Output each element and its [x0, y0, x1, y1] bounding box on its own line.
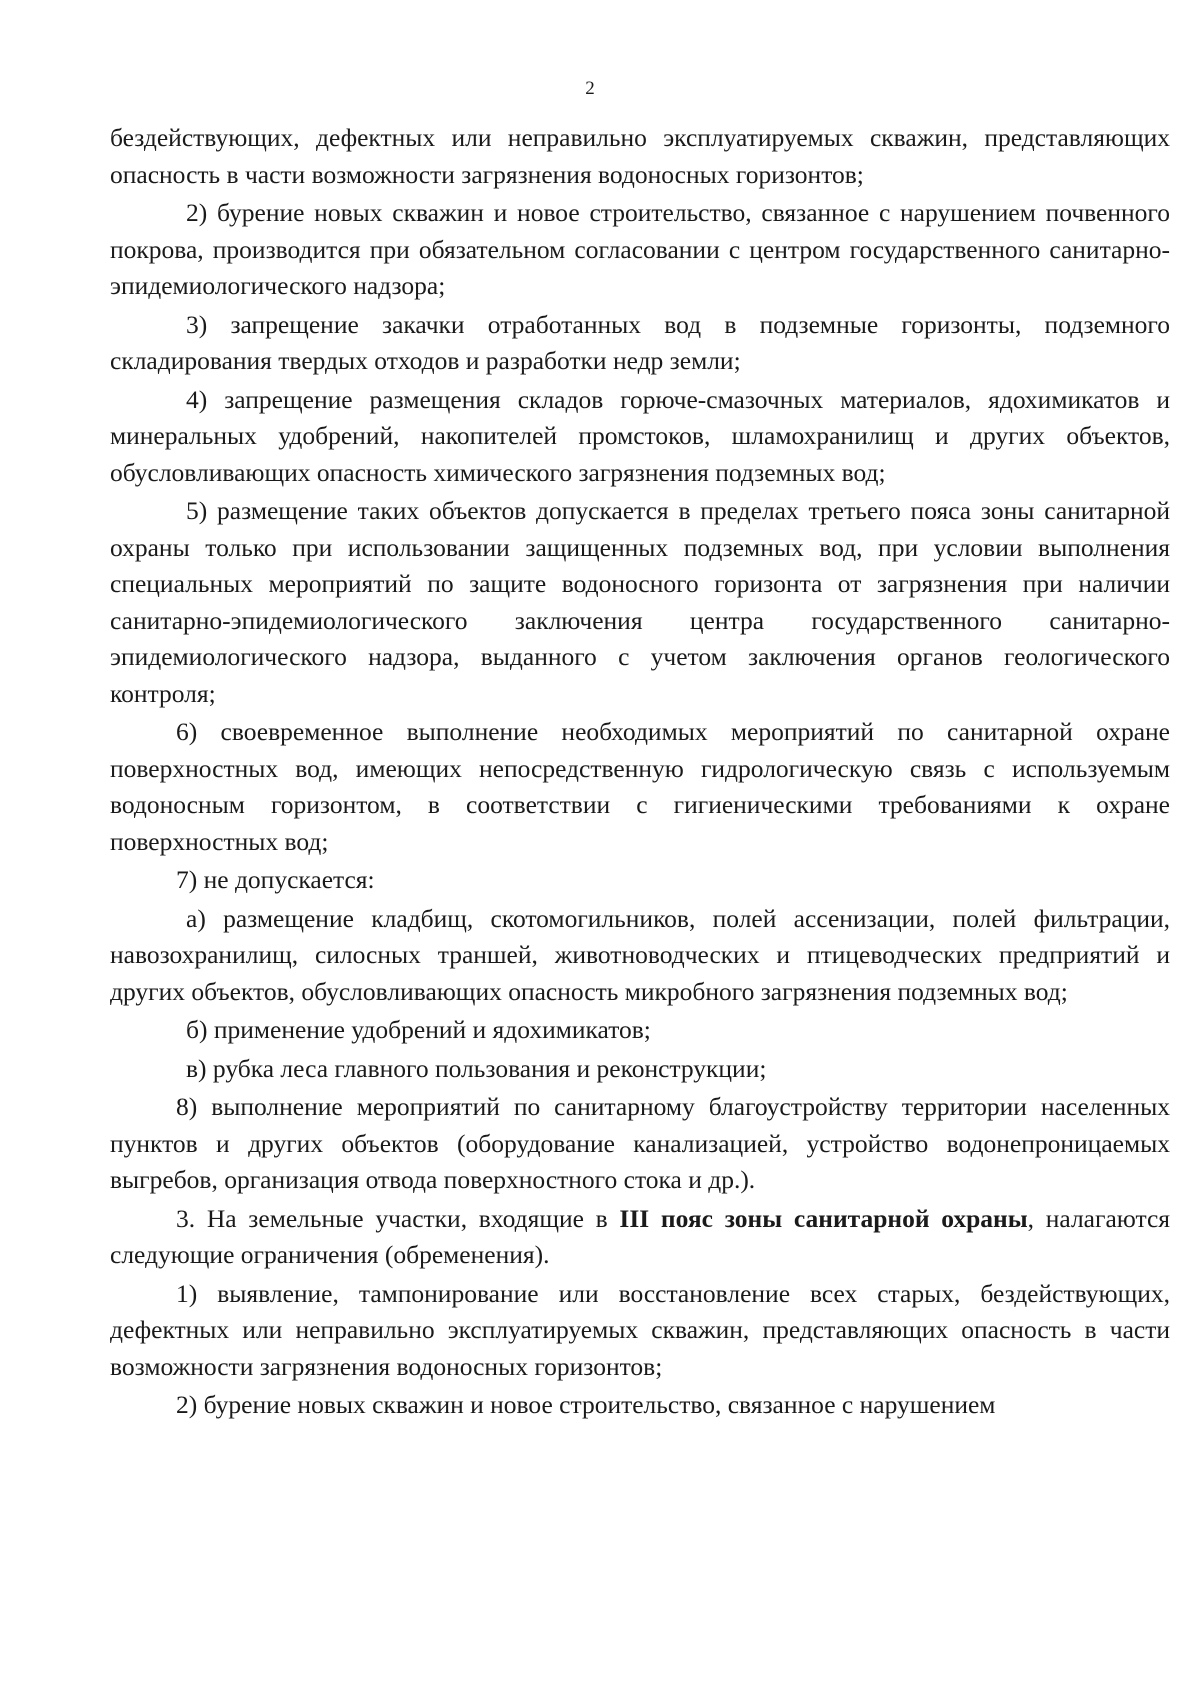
- paragraph-item-8: 8) выполнение мероприятий по санитарному благоустройству территории населенных пунктов и других объектов (оборудование канализацией, устройство водонепроницаемых выгребов, организация отвода поверхностного стока и др.).: [110, 1092, 1170, 1194]
- paragraph-subitem-a: а) размещение кладбищ, скотомогильников, полей ассенизации, полей фильтрации, навозохранилищ, силосных траншей, животноводческих и птицеводческих предприятий и других объектов, обусловливающих опасность микробного загрязнения подземных вод;: [110, 903, 1170, 1006]
- paragraph-continuation: бездействующих, дефектных или неправильно эксплуатируемых скважин, представляющих опасность в части возможности загрязнения водоносных горизонтов;: [110, 123, 1170, 189]
- paragraph-s3-item-2: 2) бурение новых скважин и новое строительство, связанное с нарушением: [176, 1390, 996, 1419]
- section-3-text-before: 3. На земельные участки, входящие в: [176, 1203, 620, 1233]
- paragraph-s3-item-1: 1) выявление, тампонирование или восстановление всех старых, бездействующих, дефектных или неправильно эксплуатируемых скважин, представляющих опасность в части возможности загрязнения водоносных горизонтов;: [110, 1278, 1170, 1381]
- paragraph-item-5: 5) размещение таких объектов допускается в пределах третьего пояса зоны санитарной охраны только при использовании защищенных подземных вод, при условии выполнения специальных мероприятий по защите водоносного горизонта от загрязнения при наличии санитарно-эпидемиологического заключения центра государственного санитарно-эпидемиологического надзора, выданного с учетом заключения органов геологического контроля;: [110, 496, 1170, 708]
- paragraph-section-3: [110, 1201, 1170, 1274]
- paragraph-item-6: 6) своевременное выполнение необходимых мероприятий по санитарной охране поверхностных вод, имеющих непосредственную гидрологическую связь с используемым водоносным горизонтом, в соответствии с гигиеническими требованиями к охране поверхностных вод;: [110, 717, 1170, 856]
- paragraph-item-3: 3) запрещение закачки отработанных вод в подземные горизонты, подземного складирования твердых отходов и разработки недр земли;: [110, 309, 1170, 375]
- page-number: 2: [585, 78, 595, 99]
- paragraph-subitem-b: б) применение удобрений и ядохимикатов;: [186, 1015, 651, 1044]
- paragraph-item-7: 7) не допускается:: [176, 865, 375, 894]
- paragraph-subitem-v: в) рубка леса главного пользования и реконструкции;: [186, 1053, 767, 1083]
- paragraph-item-2: 2) бурение новых скважин и новое строительство, связанное с нарушением почвенного покрова, производится при обязательном согласовании с центром государственного санитарно-эпидемиологического надзора;: [110, 198, 1170, 300]
- paragraph-item-4: 4) запрещение размещения складов горюче-смазочных материалов, ядохимикатов и минеральных удобрений, накопителей промстоков, шламохранилищ и других объектов, обусловливающих опасность химического загрязнения подземных вод;: [110, 384, 1170, 487]
- section-3-text-after: , налагаются следующие ограничения (обременения).: [110, 1203, 1170, 1269]
- section-3-bold-zone: III пояс зоны санитарной охраны: [619, 1203, 1028, 1233]
- document-body: [110, 120, 1170, 1424]
